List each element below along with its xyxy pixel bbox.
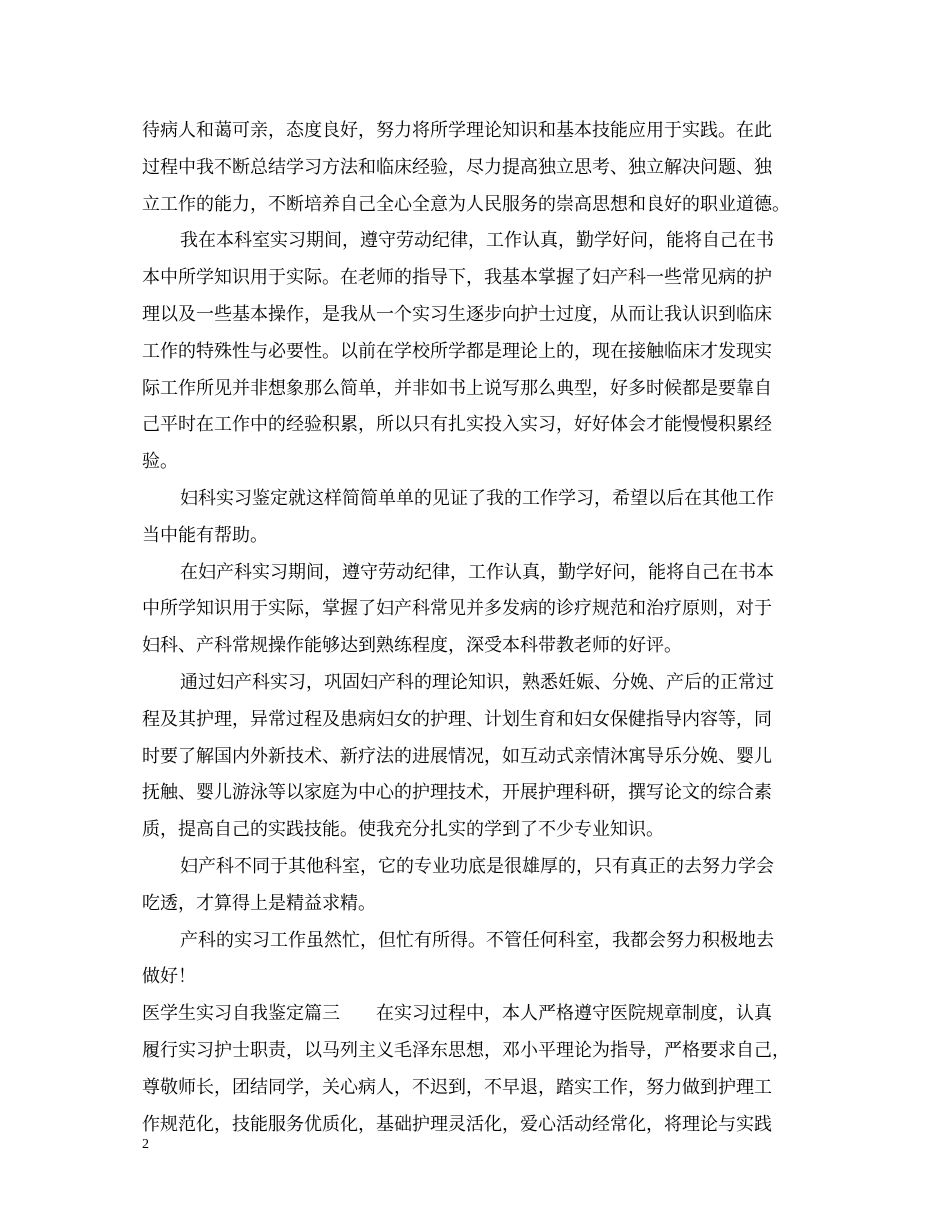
text-line: 立工作的能力，不断培养自己全心全意为人民服务的崇高思想和良好的职业道德。 — [142, 193, 790, 215]
text-line: 验。 — [142, 451, 178, 473]
text-line: 吃透，才算得上是精益求精。 — [142, 892, 376, 914]
text-line: 理以及一些基本操作，是我从一个实习生逐步向护士过度，从而让我认识到临床 — [142, 303, 772, 325]
text-line: 抚触、婴儿游泳等以家庭为中心的护理技术，开展护理科研，撰写论文的综合素 — [142, 782, 772, 804]
page-number: 2 — [142, 1137, 149, 1152]
text-line: 中所学知识用于实际，掌握了妇产科常见并多发病的诊疗规范和治疗原则，对于 — [142, 598, 772, 620]
text-line: 本中所学知识用于实际。在老师的指导下，我基本掌握了妇产科一些常见病的护 — [142, 267, 772, 289]
text-line: 时要了解国内外新技术、新疗法的进展情况，如互动式亲情沐寓导乐分娩、婴儿 — [142, 745, 772, 767]
text-line: 过程中我不断总结学习方法和临床经验，尽力提高独立思考、独立解决问题、独 — [142, 156, 772, 178]
text-line: 工作的特殊性与必要性。以前在学校所学都是理论上的，现在接触临床才发现实 — [142, 340, 772, 362]
text-line: 质，提高自己的实践技能。使我充分扎实的学到了不少专业知识。 — [142, 819, 664, 841]
text-line: 在妇产科实习期间，遵守劳动纪律，工作认真，勤学好问，能将自己在书本 — [180, 561, 774, 583]
text-line: 我在本科室实习期间，遵守劳动纪律，工作认真，勤学好问，能将自己在书 — [180, 230, 774, 252]
text-line: 通过妇产科实习，巩固妇产科的理论知识，熟悉妊娠、分娩、产后的正常过 — [180, 671, 774, 693]
text-line: 医学生实习自我鉴定篇三 在实习过程中，本人严格遵守医院规章制度，认真 — [142, 1003, 772, 1025]
text-line: 妇科实习鉴定就这样简简单单的见证了我的工作学习，希望以后在其他工作 — [180, 487, 774, 509]
text-line: 产科的实习工作虽然忙，但忙有所得。不管任何科室，我都会努力积极地去 — [180, 929, 774, 951]
text-line: 妇科、产科常规操作能够达到熟练程度，深受本科带教老师的好评。 — [142, 635, 682, 657]
text-line: 待病人和蔼可亲，态度良好，努力将所学理论知识和基本技能应用于实践。在此 — [142, 120, 772, 141]
text-line: 妇产科不同于其他科室，它的专业功底是很雄厚的，只有真正的去努力学会 — [180, 855, 774, 877]
text-line: 当中能有帮助。 — [142, 524, 268, 546]
text-line: 尊敬师长，团结同学，关心病人，不迟到，不早退，踏实工作，努力做到护理工 — [142, 1076, 772, 1098]
text-line: 际工作所见并非想象那么简单，并非如书上说写那么典型，好多时候都是要靠自 — [142, 377, 772, 399]
document-body — [142, 113, 810, 1143]
text-line: 做好！ — [142, 966, 196, 988]
text-line: 作规范化，技能服务优质化，基础护理灵活化，爱心活动经常化，将理论与实践 — [142, 1113, 772, 1135]
text-line: 己平时在工作中的经验积累，所以只有扎实投入实习，好好体会才能慢慢积累经 — [142, 414, 772, 436]
text-line: 程及其护理，异常过程及患病妇女的护理、计划生育和妇女保健指导内容等，同 — [142, 708, 772, 730]
text-line: 履行实习护士职责，以马列主义毛泽东思想，邓小平理论为指导，严格要求自己， — [142, 1039, 790, 1061]
